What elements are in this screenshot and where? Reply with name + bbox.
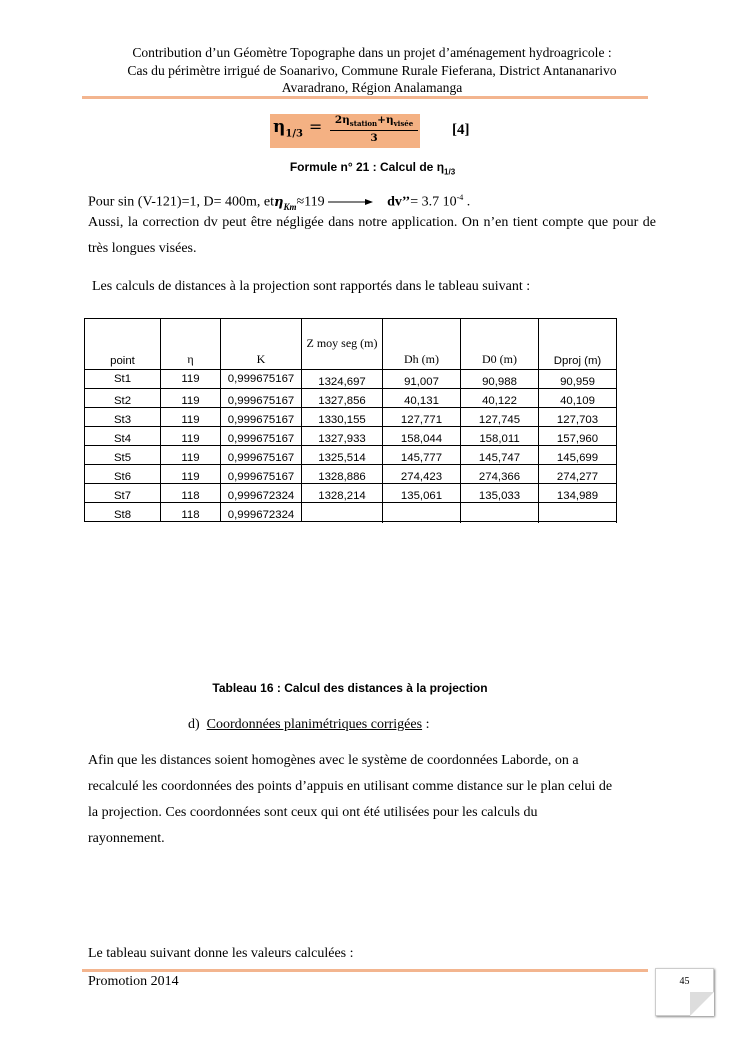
formula-lhs [273,117,322,139]
cell-eta: 119 [161,370,221,389]
formula-caption-sub: 1/3 [444,167,456,177]
cell-point: St8 [85,503,161,522]
formula-denominator: 3 [370,132,378,145]
cell-segment-dh: 40,131 [383,389,461,408]
paragraph-coordinates-line-1: Afin que les distances soient homogènes avec le système de coordonnées Laborde, on a [88,753,579,768]
formula-lhs-sub: 1/3 [285,128,303,140]
dv-value: = 3.7 10 [410,194,457,210]
formula-caption [250,160,495,176]
formula-num-sub1: station [349,119,378,129]
cell-segment-dproj: 134,989 [539,484,617,503]
cell-empty [383,503,461,522]
cell-segment-z: 1330,155 [302,408,383,427]
cell-segment-dh: 158,044 [383,427,461,446]
header-eta: η [161,319,221,370]
cell-segment-dproj: 127,703 [539,408,617,427]
cell-k: 0,999675167 [221,389,302,408]
dv-label: dv’’ [387,194,411,210]
dv-end: . [463,194,471,210]
cell-segment-dproj: 145,699 [539,446,617,465]
cell-eta: 119 [161,446,221,465]
header-k: K [221,319,302,370]
eta-km-symbol: η [274,194,284,210]
cell-eta: 119 [161,465,221,484]
formula-num-plus: +η [377,114,394,126]
arrow-right-icon [328,197,373,207]
cell-segment-dproj: 274,277 [539,465,617,484]
footer-promotion: Promotion 2014 [88,974,179,989]
distances-table [84,318,617,522]
cell-segment-z: 1328,214 [302,484,383,503]
header-dproj: Dproj (m) [539,319,617,370]
cell-k: 0,999672324 [221,484,302,503]
formula-equals: = [308,117,323,136]
cell-k: 0,999675167 [221,427,302,446]
paragraph-coordinates [88,748,612,852]
cell-k: 0,999675167 [221,370,302,389]
cell-eta: 119 [161,389,221,408]
cell-point: St4 [85,427,161,446]
table-caption: Tableau 16 : Calcul des distances à la projection [212,681,488,695]
formula-num-sub2: visée [393,119,414,129]
footer-rule [82,969,648,972]
cell-segment-z: 1328,886 [302,465,383,484]
table-row [85,370,617,389]
cell-empty [539,503,617,522]
eta-km-sub: Km [283,201,297,212]
cell-point: St2 [85,389,161,408]
header-z-moy-seg: Z moy seg (m) [302,319,383,370]
paragraph-coordinates-line-2: recalculé les coordonnées des points d’appuis en utilisant comme distance sur le plan celui de [88,779,613,794]
cell-segment-d0: 145,747 [461,446,539,465]
paragraph-dv-correction: Aussi, la correction dv peut être négligée dans notre application. On n’en tient compte que pour de très longues visées. [88,215,656,256]
cell-k: 0,999672324 [221,503,302,522]
cell-point: St5 [85,446,161,465]
cell-segment-z: 1324,697 [302,370,383,389]
section-colon: : [422,717,430,732]
dv-exponent: -4 [456,193,464,202]
section-heading [188,712,429,738]
header-line-1: Contribution d’un Géomètre Topographe dans un projet d’aménagement hydroagricole : [132,45,612,60]
cell-segment-dh: 135,061 [383,484,461,503]
paragraph-coordinates-line-3: la projection. Ces coordonnées sont ceux qui ont été utilisées pour les calculs du [88,805,538,820]
paragraph-table-intro-2: Le tableau suivant donne les valeurs calculées : [88,946,354,961]
cell-segment-z: 1325,514 [302,446,383,465]
cell-eta: 119 [161,408,221,427]
header-d0: D0 (m) [461,319,539,370]
formula-num-coef: 2η [334,114,350,126]
cell-segment-z: 1327,856 [302,389,383,408]
cell-point: St1 [85,370,161,389]
cell-segment-dh: 127,771 [383,408,461,427]
cell-segment-d0: 127,745 [461,408,539,427]
page-curl-icon [690,992,714,1016]
paragraph-coordinates-line-4: rayonnement. [88,831,165,846]
cell-point: St6 [85,465,161,484]
formula-fraction [330,114,418,145]
cell-segment-d0: 274,366 [461,465,539,484]
cell-empty [461,503,539,522]
cell-segment-dh: 274,423 [383,465,461,484]
table-body [85,370,617,522]
section-letter: d) [188,717,200,732]
header-line-2: Cas du périmètre irrigué de Soanarivo, Commune Rurale Fieferana, District Antananarivo [127,62,617,78]
eta-approx: ≈119 [296,194,325,210]
formula-caption-eta: η [436,160,445,174]
header-dh: Dh (m) [383,319,461,370]
table-header-row [85,319,617,370]
cell-segment-d0: 90,988 [461,370,539,389]
cell-segment-dh: 145,777 [383,446,461,465]
header-point: point [85,319,161,370]
cell-k: 0,999675167 [221,465,302,484]
cell-segment-dproj: 157,960 [539,427,617,446]
paragraph-table-intro: Les calculs de distances à la projection sont rapportés dans le tableau suivant : [92,279,531,294]
cell-empty [302,503,383,522]
cell-eta: 118 [161,503,221,522]
cell-segment-z: 1327,933 [302,427,383,446]
formula-eta: η [273,117,286,137]
cell-segment-d0: 135,033 [461,484,539,503]
cell-point: St7 [85,484,161,503]
header-rule [82,96,648,99]
cell-eta: 119 [161,427,221,446]
cell-segment-d0: 158,011 [461,427,539,446]
formula-caption-text: Formule n° 21 : Calcul de [289,160,437,174]
sin-condition-text: Pour sin (V-121)=1, D= 400m, et [88,194,274,210]
section-title: Coordonnées planimétriques corrigées [206,717,423,732]
page-number: 45 [679,976,690,987]
formula-numerator [330,114,418,131]
page-number-box [655,968,714,1016]
running-header [88,44,656,97]
cell-segment-d0: 40,122 [461,389,539,408]
cell-segment-dproj: 40,109 [539,389,617,408]
equation-number: [4] [452,122,470,138]
cell-segment-dproj: 90,959 [539,370,617,389]
cell-k: 0,999675167 [221,446,302,465]
cell-k: 0,999675167 [221,408,302,427]
header-line-3: Avaradrano, Région Analamanga [281,80,463,95]
cell-point: St3 [85,408,161,427]
cell-eta: 118 [161,484,221,503]
cell-segment-dh: 91,007 [383,370,461,389]
